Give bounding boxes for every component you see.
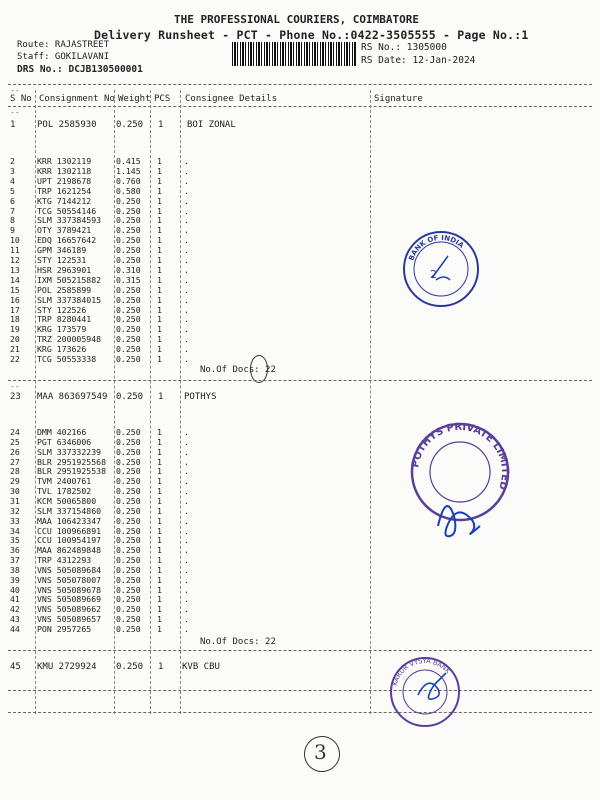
pcs: 1 bbox=[157, 486, 162, 497]
pcs: 1 bbox=[157, 324, 162, 335]
consignee-placeholder: . bbox=[184, 505, 189, 516]
weight: 0.250 bbox=[116, 476, 141, 487]
sno: 34 bbox=[10, 525, 20, 536]
col-signature: Signature bbox=[374, 94, 423, 104]
consignee-placeholder: . bbox=[184, 235, 189, 246]
consignee-placeholder: . bbox=[184, 156, 189, 166]
weight: 0.250 bbox=[116, 215, 141, 226]
col-consignee: Consignee Details bbox=[185, 94, 278, 104]
weight: 0.250 bbox=[116, 466, 141, 477]
sno: 5 bbox=[10, 185, 15, 196]
consignment-number: DMM 402166 bbox=[37, 427, 87, 437]
pcs: 1 bbox=[157, 304, 162, 315]
weight: 1.145 bbox=[116, 165, 141, 176]
consignment-number: SLM 337384593 bbox=[37, 215, 102, 226]
consignee-placeholder: . bbox=[184, 486, 189, 497]
consignment-number: POL 2585899 bbox=[37, 284, 92, 295]
weight: 0.250 bbox=[116, 436, 141, 447]
sno: 42 bbox=[10, 604, 20, 615]
sno: 27 bbox=[10, 456, 20, 467]
pcs: 1 bbox=[157, 545, 162, 556]
consignment-number: IXM 505215882 bbox=[37, 274, 102, 285]
consignment-number: PON 2957265 bbox=[37, 624, 92, 634]
consignment-number: TVL 1782502 bbox=[37, 486, 92, 497]
weight: 0.250 bbox=[116, 555, 141, 566]
consignee-placeholder: . bbox=[184, 294, 189, 305]
sno: 12 bbox=[10, 255, 20, 265]
consignment-number: VNS 505089669 bbox=[37, 594, 102, 605]
sno: 44 bbox=[10, 624, 20, 634]
barcode bbox=[232, 42, 356, 66]
consignee-placeholder: . bbox=[184, 584, 189, 595]
weight: 0.310 bbox=[116, 264, 141, 275]
sno: 17 bbox=[10, 304, 20, 315]
weight: 0.250 bbox=[116, 505, 141, 516]
pcs: 1 bbox=[157, 515, 162, 526]
divider bbox=[8, 84, 592, 85]
pcs: 1 bbox=[157, 564, 162, 575]
consignee-placeholder: . bbox=[184, 555, 189, 566]
consignee-placeholder: . bbox=[184, 334, 189, 345]
pcs: 1 bbox=[157, 555, 162, 566]
pcs: 1 bbox=[157, 594, 162, 605]
consignment-number: SLM 337332239 bbox=[37, 446, 102, 457]
sno: 24 bbox=[10, 427, 20, 437]
consignment-number: STY 122531 bbox=[37, 255, 87, 265]
sno: 26 bbox=[10, 446, 20, 457]
weight: 0.250 bbox=[116, 535, 141, 546]
weight: 0.250 bbox=[116, 344, 141, 355]
consignment-number: UPT 2198678 bbox=[37, 175, 92, 186]
consignment-number: TCG 50554146 bbox=[37, 205, 97, 216]
consignment-number: GPM 346189 bbox=[37, 245, 87, 256]
pcs: 1 bbox=[157, 264, 162, 275]
pcs: 1 bbox=[157, 175, 162, 186]
consignee-placeholder: . bbox=[184, 446, 189, 457]
pcs: 1 bbox=[157, 525, 162, 536]
consignment-number: STY 122526 bbox=[37, 304, 87, 315]
consignee-name: BOI ZONAL bbox=[187, 120, 236, 130]
weight: 0.250 bbox=[116, 584, 141, 595]
pcs: 1 bbox=[157, 574, 162, 585]
pcs: 1 bbox=[157, 427, 162, 437]
sno: 15 bbox=[10, 284, 20, 295]
consignment-number: KRR 1302119 bbox=[37, 156, 92, 166]
consignment-number: VNS 505089662 bbox=[37, 604, 102, 615]
consignee-placeholder: . bbox=[184, 495, 189, 506]
consignee-placeholder: . bbox=[184, 185, 189, 196]
pcs: 1 bbox=[157, 624, 162, 634]
sno: 21 bbox=[10, 344, 20, 355]
weight: 0.250 bbox=[116, 427, 141, 437]
weight: 0.250 bbox=[116, 195, 141, 206]
pcs: 1 bbox=[157, 314, 162, 325]
consignment-number: VNS 505078007 bbox=[37, 574, 102, 585]
consignee-name: KVB CBU bbox=[182, 662, 220, 672]
consignment-number: KTG 7144212 bbox=[37, 195, 92, 206]
weight: 0.250 bbox=[116, 245, 141, 256]
col-weight: Weight bbox=[118, 94, 151, 104]
consignee-placeholder: . bbox=[184, 427, 189, 437]
weight: 0.250 bbox=[116, 545, 141, 556]
consignee-placeholder: . bbox=[184, 535, 189, 546]
pcs: 1 bbox=[157, 165, 162, 176]
handwritten-page-number: 3 bbox=[314, 740, 327, 764]
weight: 0.250 bbox=[116, 525, 141, 536]
sno: 29 bbox=[10, 476, 20, 487]
sno: 9 bbox=[10, 225, 15, 236]
consignee-placeholder: . bbox=[184, 525, 189, 536]
consignee-placeholder: . bbox=[184, 456, 189, 467]
consignee-placeholder: . bbox=[184, 545, 189, 556]
col-sno: S No bbox=[10, 94, 32, 104]
sno: 31 bbox=[10, 495, 20, 506]
signature-pothys bbox=[428, 486, 488, 546]
pcs: 1 bbox=[157, 344, 162, 355]
consignment-number: BLR 2951925568 bbox=[37, 456, 107, 467]
weight: 0.415 bbox=[116, 156, 141, 166]
weight: 0.250 bbox=[116, 614, 141, 625]
consignee-placeholder: . bbox=[184, 195, 189, 206]
pcs: 1 bbox=[157, 245, 162, 256]
consignee-placeholder: . bbox=[184, 476, 189, 487]
weight: 0.250 bbox=[116, 314, 141, 325]
docs-count: No.Of Docs: 22 bbox=[200, 637, 276, 647]
consignee-placeholder: . bbox=[184, 574, 189, 585]
consignee-placeholder: . bbox=[184, 324, 189, 335]
consignment-number: KRG 173579 bbox=[37, 324, 87, 335]
sno: 7 bbox=[10, 205, 15, 216]
consignment-number: OTY 3789421 bbox=[37, 225, 92, 236]
weight: 0.250 bbox=[116, 304, 141, 315]
sno: 19 bbox=[10, 324, 20, 335]
consignee-placeholder: . bbox=[184, 255, 189, 265]
divider bbox=[8, 106, 592, 107]
consignment-number: MAA 106423347 bbox=[37, 515, 102, 526]
consignee-placeholder: . bbox=[184, 624, 189, 634]
weight: 0.250 bbox=[116, 564, 141, 575]
route-label: Route: RAJASTREET bbox=[17, 40, 110, 50]
consignment-number: TRP 1621254 bbox=[37, 185, 92, 196]
pcs: 1 bbox=[157, 274, 162, 285]
consignment-number: TVM 2400761 bbox=[37, 476, 92, 487]
weight: 0.250 bbox=[116, 624, 141, 634]
weight: 0.250 bbox=[116, 495, 141, 506]
svg-text:KARUR VYSYA BANK: KARUR VYSYA BANK bbox=[390, 656, 452, 687]
consignee-placeholder: . bbox=[184, 205, 189, 216]
consignment-number: PGT 6346006 bbox=[37, 436, 92, 447]
consignee-placeholder: . bbox=[184, 215, 189, 226]
sno: 33 bbox=[10, 515, 20, 526]
consignment-number: CCU 100966891 bbox=[37, 525, 102, 536]
consignee-placeholder: . bbox=[184, 614, 189, 625]
col-consignment: Consignment No bbox=[39, 94, 115, 104]
sno: 13 bbox=[10, 264, 20, 275]
divider bbox=[8, 712, 592, 713]
consignment-number: VNS 505089684 bbox=[37, 564, 102, 575]
weight: 0.250 bbox=[116, 284, 141, 295]
pcs: 1 bbox=[157, 354, 162, 364]
consignee-placeholder: . bbox=[184, 165, 189, 176]
svg-text:POTHYS PRIVATE LIMITED: POTHYS PRIVATE LIMITED bbox=[410, 421, 511, 492]
sno: 38 bbox=[10, 564, 20, 575]
weight: 0.250 bbox=[116, 604, 141, 615]
sno: 25 bbox=[10, 436, 20, 447]
drs-number: DRS No.: DCJB130500001 bbox=[17, 64, 143, 75]
sno: 43 bbox=[10, 614, 20, 625]
pcs: 1 bbox=[157, 466, 162, 477]
pcs: 1 bbox=[157, 225, 162, 236]
weight: 0.250 bbox=[116, 255, 141, 265]
consignment-number: VNS 505089678 bbox=[37, 584, 102, 595]
consignment-number: SLM 337384015 bbox=[37, 294, 102, 305]
svg-text:2: 2 bbox=[430, 268, 437, 281]
sno: 18 bbox=[10, 314, 20, 325]
consignee-placeholder: . bbox=[184, 344, 189, 355]
pcs: 1 bbox=[157, 535, 162, 546]
weight: 0.250 bbox=[116, 225, 141, 236]
divider bbox=[8, 690, 592, 691]
pcs: 1 bbox=[157, 456, 162, 467]
consignment-number: TRP 4312293 bbox=[37, 555, 92, 566]
consignee-placeholder: . bbox=[184, 284, 189, 295]
weight: 0.250 bbox=[116, 486, 141, 497]
consignment-number: HSR 2963901 bbox=[37, 264, 92, 275]
consignee-placeholder: . bbox=[184, 564, 189, 575]
pcs: 1 bbox=[157, 505, 162, 516]
consignee-placeholder: . bbox=[184, 314, 189, 325]
consignment-number: SLM 337154860 bbox=[37, 505, 102, 516]
consignment-number: TRP 8280441 bbox=[37, 314, 92, 325]
consignee-placeholder: . bbox=[184, 264, 189, 275]
consignment-number: VNS 505089657 bbox=[37, 614, 102, 625]
consignment-number: KRR 1302118 bbox=[37, 165, 92, 176]
consignment-number: CCU 100954197 bbox=[37, 535, 102, 546]
consignment-number: KCM 50065800 bbox=[37, 495, 97, 506]
sno: 4 bbox=[10, 175, 15, 186]
consignee-placeholder: . bbox=[184, 274, 189, 285]
pcs: 1 bbox=[157, 255, 162, 265]
consignee-placeholder: . bbox=[184, 354, 189, 364]
sno: 10 bbox=[10, 235, 20, 246]
sno: 3 bbox=[10, 165, 15, 176]
company-title: THE PROFESSIONAL COURIERS, COIMBATORE bbox=[174, 13, 420, 26]
sno: 37 bbox=[10, 555, 20, 566]
pcs: 1 bbox=[157, 446, 162, 457]
consignee-placeholder: . bbox=[184, 515, 189, 526]
consignment-number: BLR 2951925538 bbox=[37, 466, 107, 477]
pcs: 1 bbox=[157, 284, 162, 295]
consignee-placeholder: . bbox=[184, 594, 189, 605]
svg-text:BANK OF INDIA: BANK OF INDIA bbox=[407, 233, 466, 262]
weight: 0.250 bbox=[116, 324, 141, 335]
weight: 0.250 bbox=[116, 294, 141, 305]
pcs: 1 bbox=[157, 436, 162, 447]
sno: 22 bbox=[10, 354, 20, 364]
consignment-number: MAA 862489848 bbox=[37, 545, 102, 556]
pcs: 1 bbox=[157, 156, 162, 166]
consignment-number: KRG 173626 bbox=[37, 344, 87, 355]
sno: 2 bbox=[10, 156, 15, 166]
sno: 32 bbox=[10, 505, 20, 516]
consignee-placeholder: . bbox=[184, 175, 189, 186]
rs-date: RS Date: 12-Jan-2024 bbox=[361, 55, 476, 66]
sno: 6 bbox=[10, 195, 15, 206]
consignee-name: POTHYS bbox=[184, 392, 217, 402]
pcs: 1 bbox=[157, 604, 162, 615]
docs-count: No.Of Docs: 22 bbox=[200, 365, 276, 375]
rs-number: RS No.: 1305000 bbox=[361, 42, 447, 53]
sno: 28 bbox=[10, 466, 20, 477]
pcs: 1 bbox=[157, 495, 162, 506]
pcs: 1 bbox=[157, 235, 162, 246]
sno: 8 bbox=[10, 215, 15, 226]
sno: 14 bbox=[10, 274, 20, 285]
weight: 0.760 bbox=[116, 175, 141, 186]
weight: 0.250 bbox=[116, 205, 141, 216]
boi-stamp bbox=[400, 228, 482, 310]
runsheet-subtitle: Delivery Runsheet - PCT - Phone No.:0422-3505555 - Page No.:1 bbox=[94, 28, 529, 42]
consignee-placeholder: . bbox=[184, 304, 189, 315]
pcs: 1 bbox=[157, 614, 162, 625]
pcs: 1 bbox=[157, 215, 162, 226]
sno: 16 bbox=[10, 294, 20, 305]
weight: 0.250 bbox=[116, 334, 141, 345]
consignment-number: TCG 50553338 bbox=[37, 354, 97, 364]
consignment-number: TRZ 200005948 bbox=[37, 334, 102, 345]
weight: 0.250 bbox=[116, 594, 141, 605]
divider bbox=[8, 380, 592, 381]
pcs: 1 bbox=[157, 584, 162, 595]
consignment-number: EDQ 16657642 bbox=[37, 235, 97, 246]
weight: 0.250 bbox=[116, 574, 141, 585]
sno: 41 bbox=[10, 594, 20, 605]
divider bbox=[8, 650, 592, 651]
weight: 0.250 bbox=[116, 354, 141, 364]
kvb-stamp bbox=[388, 655, 462, 729]
weight: 0.250 bbox=[116, 456, 141, 467]
consignee-placeholder: . bbox=[184, 466, 189, 477]
weight: 0.250 bbox=[116, 446, 141, 457]
weight: 0.250 bbox=[116, 235, 141, 246]
staff-label: Staff: GOKILAVANI bbox=[17, 52, 110, 62]
handwritten-circle bbox=[250, 355, 268, 383]
pcs: 1 bbox=[157, 476, 162, 487]
sno: 36 bbox=[10, 545, 20, 556]
sno: 30 bbox=[10, 486, 20, 497]
consignee-placeholder: . bbox=[184, 436, 189, 447]
sno: 11 bbox=[10, 245, 20, 256]
sno: 40 bbox=[10, 584, 20, 595]
pcs: 1 bbox=[157, 334, 162, 345]
consignee-placeholder: . bbox=[184, 245, 189, 256]
sno: 20 bbox=[10, 334, 20, 345]
consignee-placeholder: . bbox=[184, 225, 189, 236]
sno: 35 bbox=[10, 535, 20, 546]
col-pcs: PCS bbox=[154, 94, 171, 104]
weight: 0.315 bbox=[116, 274, 141, 285]
pcs: 1 bbox=[157, 195, 162, 206]
weight: 0.580 bbox=[116, 185, 141, 196]
weight: 0.250 bbox=[116, 515, 141, 526]
pcs: 1 bbox=[157, 185, 162, 196]
consignee-placeholder: . bbox=[184, 604, 189, 615]
sno: 39 bbox=[10, 574, 20, 585]
pcs: 1 bbox=[157, 205, 162, 216]
pcs: 1 bbox=[157, 294, 162, 305]
